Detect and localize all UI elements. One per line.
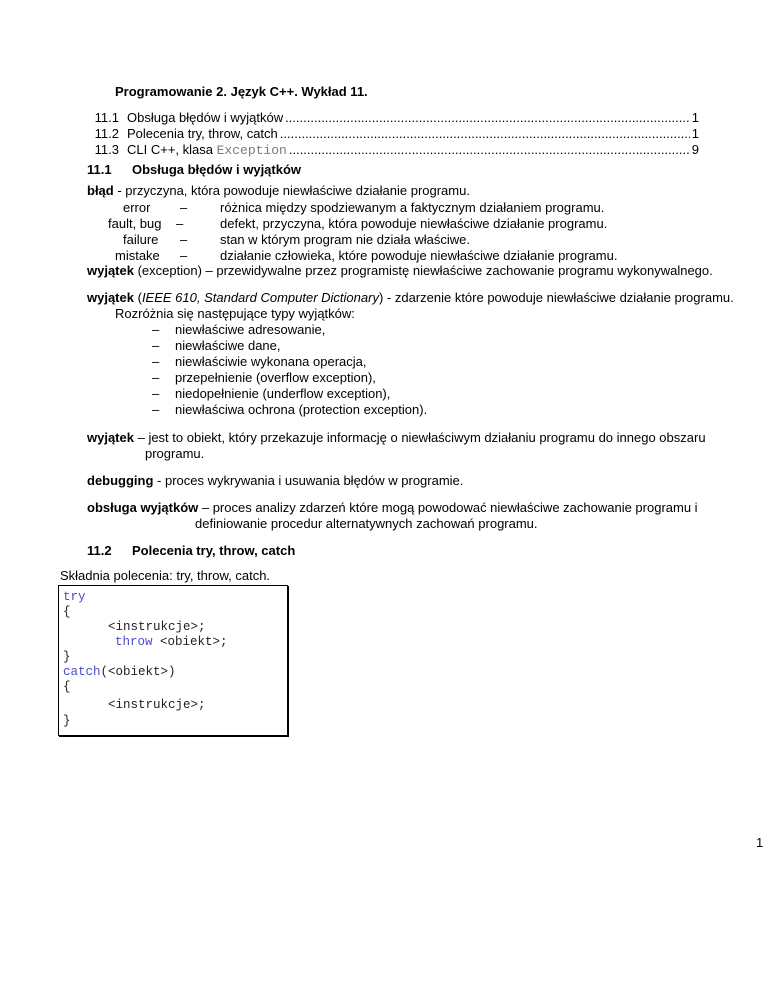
- code-keyword-catch: catch: [63, 665, 101, 679]
- definition-blad: [87, 183, 470, 198]
- definition-open: (: [133, 290, 142, 305]
- code-brace-close: }: [63, 714, 71, 728]
- definition-obsluga-wyjatkow: [87, 500, 698, 515]
- subtype-term: fault, bug: [108, 216, 162, 231]
- toc-entry-11-3[interactable]: [87, 142, 699, 158]
- definition-continuation: programu.: [145, 446, 205, 461]
- definition-text: (exception) – przewidywalne przez programistę niewłaściwe zachowanie programu wykonywalnego.: [133, 263, 713, 278]
- subtype-definition: stan w którym program nie działa właściwe.: [220, 232, 470, 247]
- definition-wyjatek-ieee: [87, 290, 734, 305]
- code-brace-open: {: [63, 605, 71, 619]
- list-item-text: niedopełnienie (underflow exception),: [175, 386, 391, 401]
- toc-entry-11-2[interactable]: [87, 126, 699, 142]
- toc-title-prefix: CLI C++, klasa: [127, 142, 217, 157]
- section-heading: Polecenia try, throw, catch: [132, 543, 296, 558]
- code-catch-line: [63, 665, 176, 680]
- subtype-definition: działanie człowieka, które powoduje niewłaściwe działanie programu.: [220, 248, 618, 263]
- code-instructions: <instrukcje>;: [108, 620, 206, 634]
- toc-leader-dots: [285, 110, 690, 125]
- toc-number: 11.3: [94, 142, 119, 157]
- subtype-dash: –: [180, 200, 188, 215]
- code-throw-line: [115, 635, 228, 650]
- subtype-term: failure: [123, 232, 159, 247]
- code-throw-arg: <obiekt>;: [152, 635, 228, 649]
- syntax-label: Składnia polecenia: try, throw, catch.: [60, 568, 271, 583]
- bullet-dash-icon: –: [152, 338, 160, 353]
- subtype-term: mistake: [115, 248, 160, 263]
- subtype-dash: –: [176, 216, 184, 231]
- bullet-dash-icon: –: [152, 386, 160, 401]
- code-keyword-try: try: [63, 590, 86, 604]
- toc-leader-dots: [289, 142, 690, 157]
- list-item-text: niewłaściwe dane,: [175, 338, 281, 353]
- toc-page-number: 9: [691, 142, 699, 157]
- term: debugging: [87, 473, 154, 488]
- list-item-text: niewłaściwa ochrona (protection exception).: [175, 402, 428, 417]
- list-item-text: niewłaściwie wykonana operacja,: [175, 354, 367, 369]
- subtype-dash: –: [180, 232, 188, 247]
- subtype-definition: defekt, przyczyna, która powoduje niewłaściwe działanie programu.: [220, 216, 608, 231]
- definition-continuation: definiowanie procedur alternatywnych zachowań programu.: [195, 516, 538, 531]
- toc-page-number: 1: [691, 110, 699, 125]
- definition-text: - przyczyna, która powoduje niewłaściwe działanie programu.: [113, 183, 470, 198]
- definition-debugging: [87, 473, 463, 488]
- toc-title-code: Exception: [216, 143, 287, 158]
- toc-number: 11.1: [94, 110, 119, 125]
- definition-wyjatek-object: [87, 430, 706, 445]
- definition-text: ) - zdarzenie które powoduje niewłaściwe działanie programu.: [378, 290, 734, 305]
- exception-types-intro: Rozróżnia się następujące typy wyjątków:: [115, 306, 355, 321]
- term: wyjątek: [87, 290, 134, 305]
- definition-wyjatek-exception: [87, 263, 713, 278]
- toc-leader-dots: [280, 126, 690, 141]
- code-catch-arg: (<obiekt>): [100, 665, 176, 679]
- code-brace-close: }: [63, 650, 71, 664]
- subtype-definition: różnica między spodziewanym a faktycznym działaniem programu.: [220, 200, 605, 215]
- definition-text: – jest to obiekt, który przekazuje informację o niewłaściwym działaniu programu do innego obszaru: [133, 430, 706, 445]
- code-brace-open: {: [63, 680, 71, 694]
- toc-entry-11-1[interactable]: [87, 110, 699, 126]
- definition-text: – proces analizy zdarzeń które mogą powodować niewłaściwe zachowanie programu i: [198, 500, 698, 515]
- bullet-dash-icon: –: [152, 402, 160, 417]
- toc-title: Polecenia try, throw, catch: [127, 126, 278, 141]
- toc-title: Obsługa błędów i wyjątków: [127, 110, 284, 125]
- term: obsługa wyjątków: [87, 500, 199, 515]
- code-instructions: <instrukcje>;: [108, 698, 206, 712]
- code-block: [58, 585, 288, 736]
- section-number: 11.1: [87, 162, 112, 177]
- page-number: 1: [756, 835, 764, 850]
- term: błąd: [87, 183, 114, 198]
- definition-text: - proces wykrywania i usuwania błędów w programie.: [153, 473, 464, 488]
- term: wyjątek: [87, 263, 134, 278]
- list-item-text: przepełnienie (overflow exception),: [175, 370, 376, 385]
- toc-number: 11.2: [94, 126, 119, 141]
- bullet-dash-icon: –: [152, 322, 160, 337]
- toc-title: [127, 142, 287, 158]
- page-title: Programowanie 2. Język C++. Wykład 11.: [115, 84, 368, 99]
- bullet-dash-icon: –: [152, 370, 160, 385]
- section-number: 11.2: [87, 543, 112, 558]
- code-keyword-throw: throw: [115, 635, 153, 649]
- list-item-text: niewłaściwe adresowanie,: [175, 322, 326, 337]
- definition-source: IEEE 610, Standard Computer Dictionary: [141, 290, 379, 305]
- toc-page-number: 1: [691, 126, 699, 141]
- subtype-term: error: [123, 200, 151, 215]
- term: wyjątek: [87, 430, 134, 445]
- section-heading: Obsługa błędów i wyjątków: [132, 162, 302, 177]
- subtype-dash: –: [180, 248, 188, 263]
- bullet-dash-icon: –: [152, 354, 160, 369]
